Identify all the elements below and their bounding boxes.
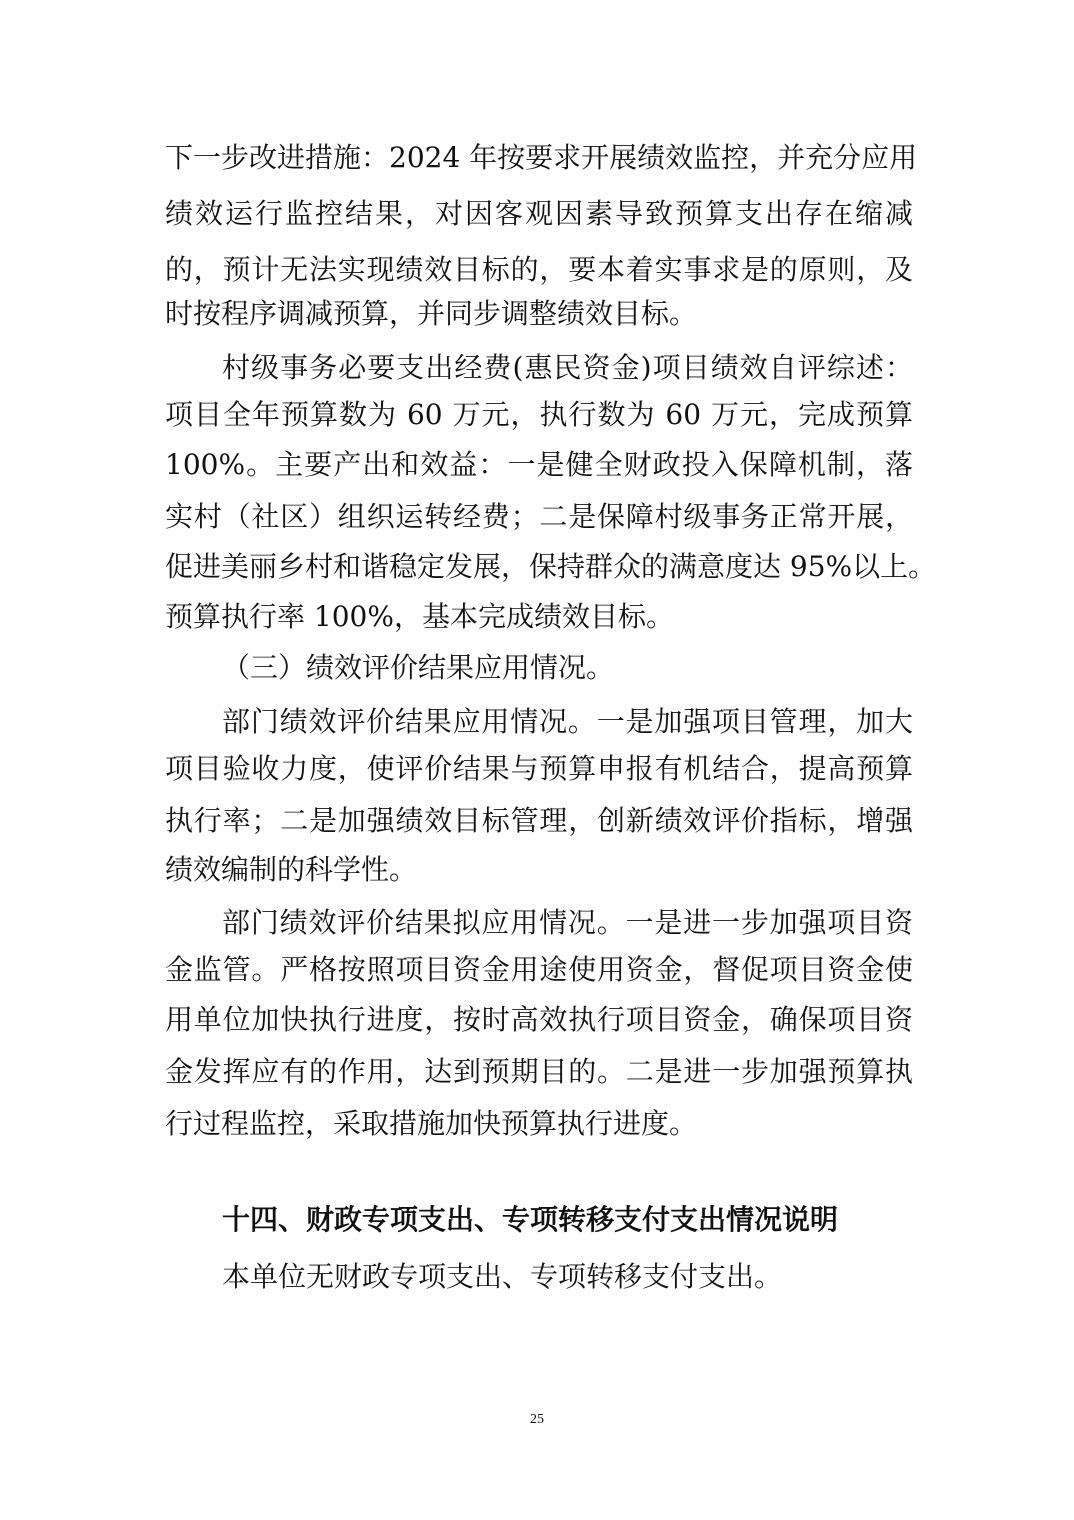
text-line: 预算执行率 100%，基本完成绩效目标。 xyxy=(165,600,674,633)
text-line: 行过程监控，采取措施加快预算执行进度。 xyxy=(165,1107,698,1140)
text-line: 部门绩效评价结果应用情况。一是加强项目管理，加大 xyxy=(222,705,913,738)
text-line: 执行率；二是加强绩效目标管理，创新绩效评价指标，增强 xyxy=(165,804,913,837)
text-line: 用单位加快执行进度，按时高效执行项目资金，确保项目资 xyxy=(165,1003,913,1036)
text-line: 实村（社区）组织运转经费；二是保障村级事务正常开展， xyxy=(165,500,913,533)
text-line: 促进美丽乡村和谐稳定发展，保持群众的满意度达 95%以上。 xyxy=(165,550,937,583)
page-number: 25 xyxy=(530,1412,544,1427)
text-line: 绩效运行监控结果，对因客观因素导致预算支出存在缩减 xyxy=(165,197,913,230)
text-line: 村级事务必要支出经费(惠民资金)项目绩效自评综述： xyxy=(222,351,913,384)
text-line: 部门绩效评价结果拟应用情况。一是进一步加强项目资 xyxy=(222,906,913,939)
text-line: 项目验收力度，使评价结果与预算申报有机结合，提高预算 xyxy=(165,752,913,785)
text-line: 金发挥应有的作用，达到预期目的。二是进一步加强预算执 xyxy=(165,1055,913,1088)
text-line: 项目全年预算数为 60 万元，执行数为 60 万元，完成预算 xyxy=(165,398,913,431)
subsection-title: （三）绩效评价结果应用情况。 xyxy=(222,651,615,684)
text-line: 100%。主要产出和效益：一是健全财政投入保障机制，落 xyxy=(165,448,913,481)
text-line: 的，预计无法实现绩效目标的，要本着实事求是的原则，及 xyxy=(165,253,913,286)
text-line: 绩效编制的科学性。 xyxy=(165,853,418,886)
text-line: 时按程序调减预算，并同步调整绩效目标。 xyxy=(165,297,698,330)
text-line: 下一步改进措施：2024 年按要求开展绩效监控，并充分应用 xyxy=(165,141,918,174)
text-line: 金监管。严格按照项目资金用途使用资金，督促项目资金使 xyxy=(165,953,913,986)
section-heading: 十四、财政专项支出、专项转移支付支出情况说明 xyxy=(222,1203,839,1236)
section-body: 本单位无财政专项支出、专项转移支付支出。 xyxy=(222,1260,783,1293)
